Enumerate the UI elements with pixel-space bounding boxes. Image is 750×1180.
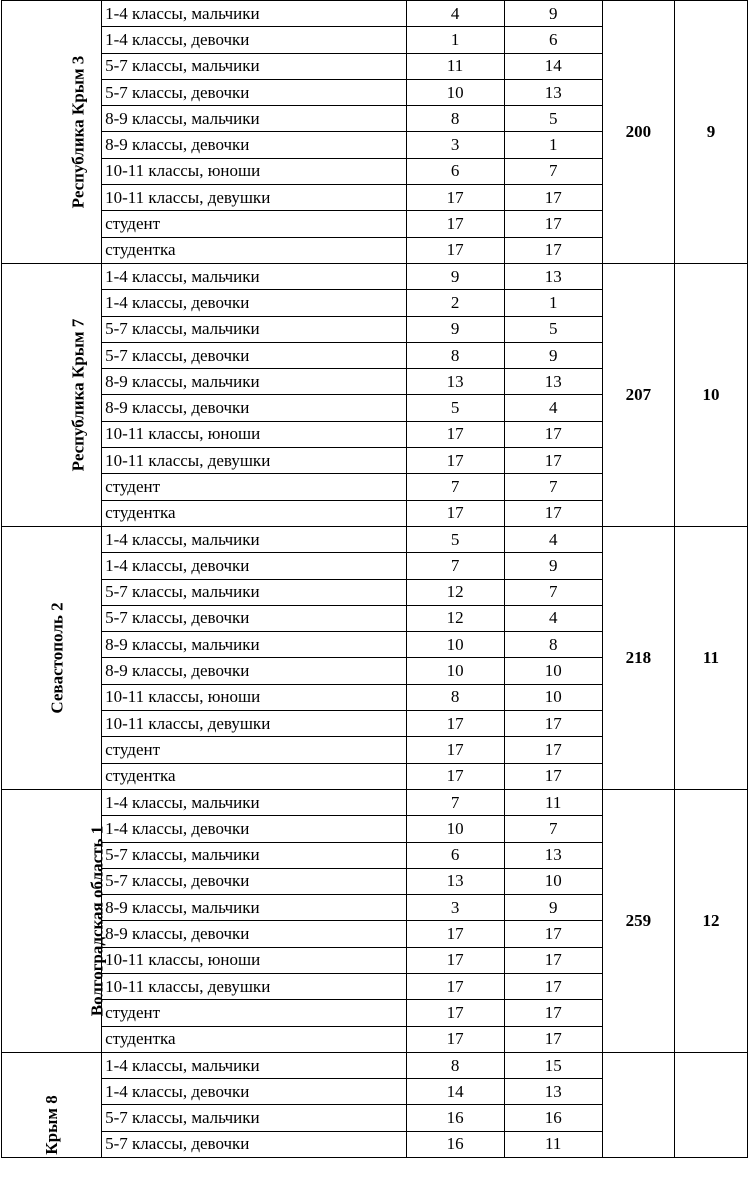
- score-2-cell: 17: [504, 448, 602, 474]
- category-cell: 5-7 классы, мальчики: [102, 53, 406, 79]
- category-cell: 1-4 классы, мальчики: [102, 263, 406, 289]
- category-cell: студентка: [102, 1026, 406, 1052]
- team-name: Севастополь 2: [47, 602, 67, 714]
- team-name-cell: [2, 263, 102, 526]
- team-place-cell: 10: [674, 263, 747, 526]
- team-place-cell: 12: [674, 789, 747, 1052]
- category-cell: 5-7 классы, девочки: [102, 868, 406, 894]
- score-1-cell: 17: [406, 921, 504, 947]
- score-1-cell: 10: [406, 658, 504, 684]
- score-1-cell: 16: [406, 1131, 504, 1157]
- category-cell: 1-4 классы, девочки: [102, 553, 406, 579]
- score-1-cell: 2: [406, 290, 504, 316]
- score-2-cell: 7: [504, 158, 602, 184]
- category-cell: 5-7 классы, мальчики: [102, 579, 406, 605]
- category-cell: 1-4 классы, девочки: [102, 1079, 406, 1105]
- team-name: Республика Крым 7: [68, 318, 88, 472]
- score-2-cell: 15: [504, 1052, 602, 1078]
- category-cell: 10-11 классы, юноши: [102, 158, 406, 184]
- score-1-cell: 17: [406, 185, 504, 211]
- table-row: [2, 526, 748, 552]
- score-1-cell: 17: [406, 947, 504, 973]
- category-cell: 10-11 классы, юноши: [102, 684, 406, 710]
- score-1-cell: 7: [406, 789, 504, 815]
- category-cell: 1-4 классы, мальчики: [102, 789, 406, 815]
- table-row: [2, 1052, 748, 1078]
- category-cell: студент: [102, 211, 406, 237]
- category-cell: студентка: [102, 763, 406, 789]
- team-name: Крым 8: [41, 1095, 61, 1155]
- category-cell: 1-4 классы, девочки: [102, 27, 406, 53]
- category-cell: студент: [102, 474, 406, 500]
- category-cell: 8-9 классы, мальчики: [102, 106, 406, 132]
- score-1-cell: 17: [406, 500, 504, 526]
- category-cell: 10-11 классы, юноши: [102, 947, 406, 973]
- score-1-cell: 12: [406, 579, 504, 605]
- score-1-cell: 9: [406, 263, 504, 289]
- score-1-cell: 7: [406, 474, 504, 500]
- score-2-cell: 17: [504, 737, 602, 763]
- results-table-body: [2, 1, 748, 1158]
- score-1-cell: 3: [406, 132, 504, 158]
- score-1-cell: 10: [406, 79, 504, 105]
- category-cell: студентка: [102, 500, 406, 526]
- score-2-cell: 14: [504, 53, 602, 79]
- score-2-cell: 16: [504, 1105, 602, 1131]
- category-cell: 5-7 классы, девочки: [102, 605, 406, 631]
- table-row: [2, 789, 748, 815]
- score-2-cell: 11: [504, 789, 602, 815]
- category-cell: 8-9 классы, мальчики: [102, 632, 406, 658]
- results-table: [1, 0, 748, 1158]
- score-2-cell: 9: [504, 895, 602, 921]
- category-cell: 8-9 классы, мальчики: [102, 369, 406, 395]
- category-cell: 5-7 классы, мальчики: [102, 842, 406, 868]
- score-2-cell: 4: [504, 605, 602, 631]
- score-2-cell: 4: [504, 526, 602, 552]
- category-cell: 10-11 классы, девушки: [102, 711, 406, 737]
- score-1-cell: 11: [406, 53, 504, 79]
- team-name-cell: [2, 1052, 102, 1157]
- score-2-cell: 7: [504, 474, 602, 500]
- score-1-cell: 5: [406, 395, 504, 421]
- score-2-cell: 7: [504, 816, 602, 842]
- team-total-cell: 207: [602, 263, 674, 526]
- score-1-cell: 6: [406, 842, 504, 868]
- score-1-cell: 3: [406, 895, 504, 921]
- score-1-cell: 8: [406, 342, 504, 368]
- score-1-cell: 4: [406, 1, 504, 27]
- category-cell: 10-11 классы, девушки: [102, 973, 406, 999]
- score-2-cell: 17: [504, 1000, 602, 1026]
- score-1-cell: 9: [406, 316, 504, 342]
- category-cell: 8-9 классы, девочки: [102, 658, 406, 684]
- score-1-cell: 8: [406, 1052, 504, 1078]
- score-2-cell: 1: [504, 290, 602, 316]
- score-1-cell: 17: [406, 973, 504, 999]
- score-1-cell: 17: [406, 1026, 504, 1052]
- score-2-cell: 4: [504, 395, 602, 421]
- category-cell: 1-4 классы, девочки: [102, 290, 406, 316]
- score-2-cell: 13: [504, 79, 602, 105]
- category-cell: 1-4 классы, мальчики: [102, 1052, 406, 1078]
- score-1-cell: 17: [406, 1000, 504, 1026]
- category-cell: 10-11 классы, девушки: [102, 448, 406, 474]
- category-cell: 5-7 классы, мальчики: [102, 1105, 406, 1131]
- score-1-cell: 17: [406, 448, 504, 474]
- category-cell: 1-4 классы, мальчики: [102, 1, 406, 27]
- score-2-cell: 13: [504, 369, 602, 395]
- score-2-cell: 10: [504, 658, 602, 684]
- score-2-cell: 1: [504, 132, 602, 158]
- category-cell: студентка: [102, 237, 406, 263]
- team-total-cell: 259: [602, 789, 674, 1052]
- score-1-cell: 10: [406, 816, 504, 842]
- score-1-cell: 17: [406, 421, 504, 447]
- score-1-cell: 8: [406, 684, 504, 710]
- score-2-cell: 17: [504, 185, 602, 211]
- category-cell: 8-9 классы, девочки: [102, 132, 406, 158]
- category-cell: студент: [102, 737, 406, 763]
- category-cell: 5-7 классы, девочки: [102, 79, 406, 105]
- score-2-cell: 9: [504, 1, 602, 27]
- team-place-cell: [674, 1052, 747, 1157]
- score-2-cell: 17: [504, 947, 602, 973]
- score-2-cell: 9: [504, 553, 602, 579]
- team-name: Республика Крым 3: [68, 55, 88, 209]
- team-place-cell: 9: [674, 1, 747, 264]
- team-total-cell: 218: [602, 526, 674, 789]
- category-cell: 10-11 классы, юноши: [102, 421, 406, 447]
- score-2-cell: 13: [504, 263, 602, 289]
- category-cell: 1-4 классы, мальчики: [102, 526, 406, 552]
- score-1-cell: 14: [406, 1079, 504, 1105]
- score-2-cell: 17: [504, 421, 602, 447]
- category-cell: 5-7 классы, девочки: [102, 342, 406, 368]
- score-2-cell: 17: [504, 500, 602, 526]
- team-name: Волгоградская область 1: [87, 825, 107, 1017]
- score-1-cell: 13: [406, 868, 504, 894]
- team-total-cell: [602, 1052, 674, 1157]
- score-1-cell: 1: [406, 27, 504, 53]
- score-2-cell: 17: [504, 237, 602, 263]
- category-cell: студент: [102, 1000, 406, 1026]
- score-2-cell: 9: [504, 342, 602, 368]
- score-2-cell: 13: [504, 842, 602, 868]
- score-1-cell: 5: [406, 526, 504, 552]
- score-2-cell: 8: [504, 632, 602, 658]
- score-1-cell: 17: [406, 763, 504, 789]
- score-2-cell: 11: [504, 1131, 602, 1157]
- team-place-cell: 11: [674, 526, 747, 789]
- score-2-cell: 10: [504, 868, 602, 894]
- category-cell: 10-11 классы, девушки: [102, 185, 406, 211]
- table-row: [2, 263, 748, 289]
- score-2-cell: 10: [504, 684, 602, 710]
- category-cell: 5-7 классы, девочки: [102, 1131, 406, 1157]
- score-2-cell: 5: [504, 316, 602, 342]
- score-2-cell: 5: [504, 106, 602, 132]
- team-name-cell: [2, 789, 107, 1052]
- score-1-cell: 7: [406, 553, 504, 579]
- score-2-cell: 17: [504, 973, 602, 999]
- score-1-cell: 17: [406, 237, 504, 263]
- score-2-cell: 13: [504, 1079, 602, 1105]
- score-2-cell: 6: [504, 27, 602, 53]
- score-2-cell: 17: [504, 763, 602, 789]
- category-cell: 1-4 классы, девочки: [102, 816, 406, 842]
- team-name-cell: [2, 1, 102, 264]
- team-total-cell: 200: [602, 1, 674, 264]
- score-2-cell: 17: [504, 921, 602, 947]
- score-1-cell: 6: [406, 158, 504, 184]
- category-cell: 5-7 классы, мальчики: [102, 316, 406, 342]
- score-1-cell: 8: [406, 106, 504, 132]
- category-cell: 8-9 классы, девочки: [102, 921, 406, 947]
- score-2-cell: 7: [504, 579, 602, 605]
- category-cell: 8-9 классы, мальчики: [102, 895, 406, 921]
- score-1-cell: 10: [406, 632, 504, 658]
- score-1-cell: 16: [406, 1105, 504, 1131]
- score-1-cell: 13: [406, 369, 504, 395]
- score-1-cell: 17: [406, 737, 504, 763]
- score-1-cell: 12: [406, 605, 504, 631]
- team-name-cell: [2, 526, 102, 789]
- score-1-cell: 17: [406, 711, 504, 737]
- score-1-cell: 17: [406, 211, 504, 237]
- table-row: [2, 1, 748, 27]
- score-2-cell: 17: [504, 1026, 602, 1052]
- score-2-cell: 17: [504, 211, 602, 237]
- category-cell: 8-9 классы, девочки: [102, 395, 406, 421]
- score-2-cell: 17: [504, 711, 602, 737]
